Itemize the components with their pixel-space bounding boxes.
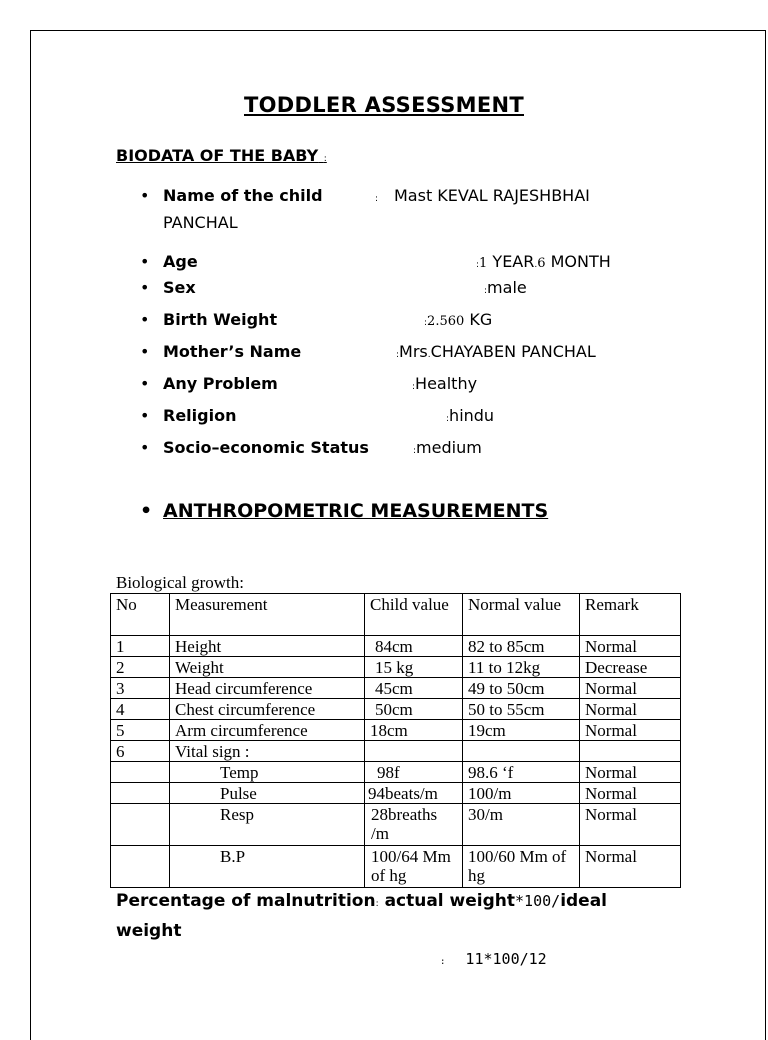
malnutrition-formula: Percentage of malnutrition: actual weight*100/ideal weight [116, 891, 608, 941]
list-item: • Sex :male [140, 278, 527, 297]
biodata-list [140, 180, 680, 457]
table-row: Temp 98f 98.6 ‘f Normal [111, 762, 681, 783]
measurement-table [110, 593, 681, 888]
list-item: • Birth Weight :2.560 KG [140, 310, 493, 329]
list-item: • Mother’s Name :Mrs.CHAYABEN PANCHAL [140, 342, 596, 361]
malnutrition-calculation: : 11*100/12 [440, 950, 547, 968]
table-row: Resp 28breaths /m 30/m Normal [111, 804, 681, 846]
list-item: • Socio–economic Status :medium [140, 438, 482, 457]
table-row: 1 Height 84cm 82 to 85cm Normal [111, 636, 681, 657]
table-row: 2 Weight 15 kg 11 to 12kg Decrease [111, 657, 681, 678]
table-header: Child value [365, 594, 463, 636]
list-item: • Religion :hindu [140, 406, 495, 425]
table-header-row [111, 594, 681, 636]
list-item: • Age :1 YEAR.6 MONTH [140, 252, 611, 271]
list-item: • Any Problem :Healthy [140, 374, 478, 393]
biodata-heading: BIODATA OF THE BABY : [116, 146, 327, 165]
table-row: 4 Chest circumference 50cm 50 to 55cm Normal [111, 699, 681, 720]
table-header: Normal value [463, 594, 580, 636]
table-header: No [111, 594, 170, 636]
table-header: Remark [580, 594, 681, 636]
table-header: Measurement [170, 594, 365, 636]
table-row: B.P 100/64 Mm of hg 100/60 Mm of hg Normal [111, 846, 681, 888]
table-row: 6 Vital sign : [111, 741, 681, 762]
table-row: 3 Head circumference 45cm 49 to 50cm Normal [111, 678, 681, 699]
page-title: TODDLER ASSESSMENT [244, 93, 524, 117]
list-item: • Name of the child : Mast KEVAL RAJESHBHAI PANCHAL [140, 186, 590, 232]
growth-label: Biological growth: [116, 573, 244, 592]
table-row: Pulse 94beats/m 100/m Normal [111, 783, 681, 804]
table-row: 5 Arm circumference 18cm 19cm Normal [111, 720, 681, 741]
